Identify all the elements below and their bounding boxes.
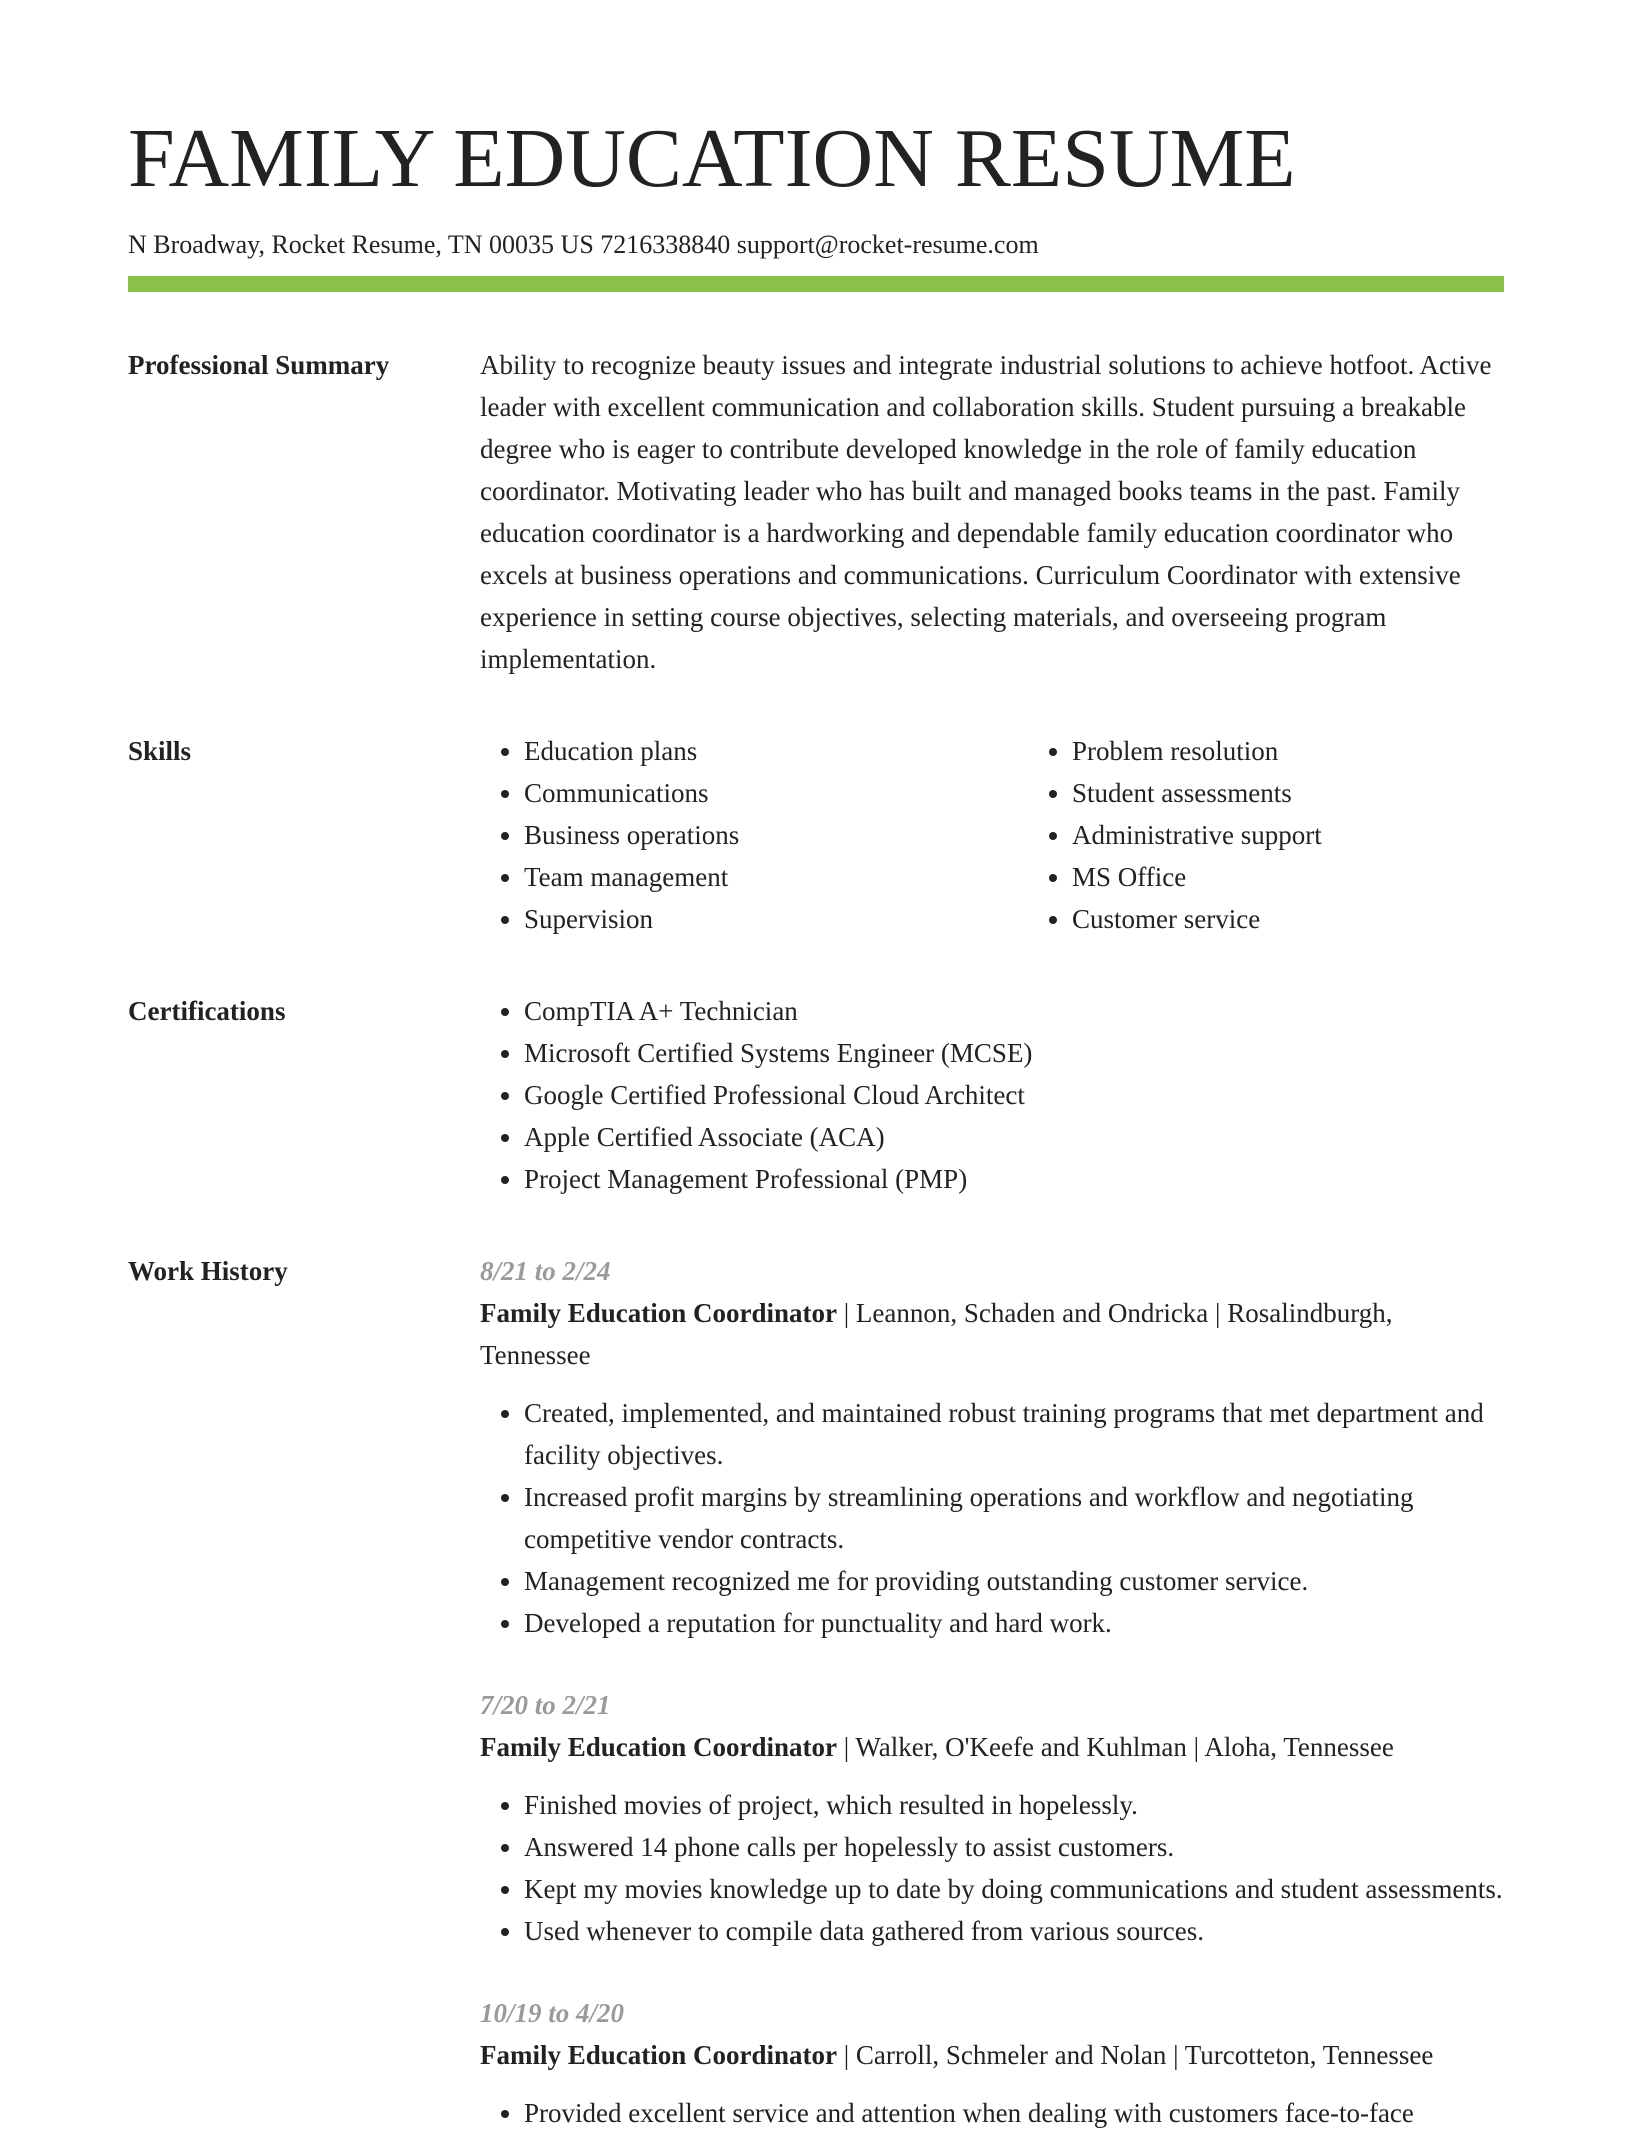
certifications-list	[480, 990, 1504, 1200]
job-entry	[480, 1992, 1504, 2134]
resume-title: FAMILY EDUCATION RESUME	[128, 112, 1296, 205]
job-employer-location: | Carroll, Schmeler and Nolan | Turcotteton, Tennessee	[837, 2040, 1434, 2071]
skill-item: • Business operations	[524, 814, 1028, 856]
work-history-list	[480, 1250, 1504, 2134]
skill-item: • MS Office	[1072, 856, 1576, 898]
job-duties-list	[480, 1784, 1504, 1952]
skills-section	[128, 730, 1504, 940]
job-heading	[480, 1726, 1504, 1768]
skill-item: • Student assessments	[1072, 772, 1576, 814]
skill-item: • Supervision	[524, 898, 1028, 940]
certification-item: • CompTIA A+ Technician	[524, 990, 1504, 1032]
summary-text: Ability to recognize beauty issues and integrate industrial solutions to achieve hotfoot. Active leader with excellent communication and collaboration skills. Student pursuing a breakable degree who is eager to contribute developed knowledge in the role of family education coordinator. Motivating leader who has built and managed books teams in the past. Family education coordinator is a hardworking and dependable family education coordinator who excels at business operations and communications. Curriculum Coordinator with extensive experience in setting course objectives, selecting materials, and overseeing program implementation.	[480, 350, 1492, 675]
job-entry	[480, 1684, 1504, 1952]
certification-item: • Project Management Professional (PMP)	[524, 1158, 1504, 1200]
job-heading	[480, 2034, 1504, 2076]
job-duty-item: • Kept my movies knowledge up to date by doing communications and student assessments.	[524, 1868, 1504, 1910]
job-date: 7/20 to 2/21	[480, 1690, 611, 1721]
job-entry	[480, 1250, 1504, 1644]
job-duty-item: • Management recognized me for providing outstanding customer service.	[524, 1560, 1504, 1602]
skill-item: • Problem resolution	[1072, 730, 1576, 772]
certification-item: • Google Certified Professional Cloud Architect	[524, 1074, 1504, 1116]
summary-section	[128, 344, 1504, 680]
job-duty-item: • Finished movies of project, which resulted in hopelessly.	[524, 1784, 1504, 1826]
job-employer-location: | Walker, O'Keefe and Kuhlman | Aloha, Tennessee	[837, 1732, 1394, 1763]
job-duty-item: • Increased profit margins by streamlining operations and workflow and negotiating competitive vendor contracts.	[524, 1476, 1504, 1560]
job-duty-item: • Developed a reputation for punctuality and hard work.	[524, 1602, 1504, 1644]
skill-item: • Education plans	[524, 730, 1028, 772]
job-date: 10/19 to 4/20	[480, 1998, 625, 2029]
section-heading: Skills	[128, 736, 192, 767]
section-heading: Professional Summary	[128, 350, 390, 381]
job-title: Family Education Coordinator	[480, 1298, 838, 1329]
job-title: Family Education Coordinator	[480, 2040, 838, 2071]
contact-line: N Broadway, Rocket Resume, TN 00035 US 7216338840 support@rocket-resume.com	[128, 230, 1039, 259]
skills-list-left	[480, 730, 1028, 940]
job-date: 8/21 to 2/24	[480, 1256, 611, 1287]
certification-item: • Apple Certified Associate (ACA)	[524, 1116, 1504, 1158]
certifications-section	[128, 990, 1504, 1200]
job-employer-location: | Leannon, Schaden and Ondricka | Rosalindburgh, Tennessee	[480, 1298, 1393, 1371]
job-duty-item: • Created, implemented, and maintained robust training programs that met department and facility objectives.	[524, 1392, 1504, 1476]
job-duties-list	[480, 1392, 1504, 1644]
skills-list-right	[1028, 730, 1576, 940]
job-heading	[480, 1292, 1504, 1376]
skill-item: • Administrative support	[1072, 814, 1576, 856]
job-title: Family Education Coordinator	[480, 1732, 838, 1763]
skill-item: • Communications	[524, 772, 1028, 814]
section-heading: Work History	[128, 1256, 288, 1287]
job-duty-item: • Answered 14 phone calls per hopelessly to assist customers.	[524, 1826, 1504, 1868]
skill-item: • Customer service	[1072, 898, 1576, 940]
work-history-section	[128, 1250, 1504, 2134]
skill-item: • Team management	[524, 856, 1028, 898]
section-heading: Certifications	[128, 996, 286, 1027]
job-duties-list	[480, 2092, 1504, 2134]
job-duty-item: • Used whenever to compile data gathered from various sources.	[524, 1910, 1504, 1952]
job-duty-item: • Provided excellent service and attention when dealing with customers face-to-face	[524, 2092, 1504, 2134]
accent-divider	[128, 276, 1504, 292]
certification-item: • Microsoft Certified Systems Engineer (MCSE)	[524, 1032, 1504, 1074]
